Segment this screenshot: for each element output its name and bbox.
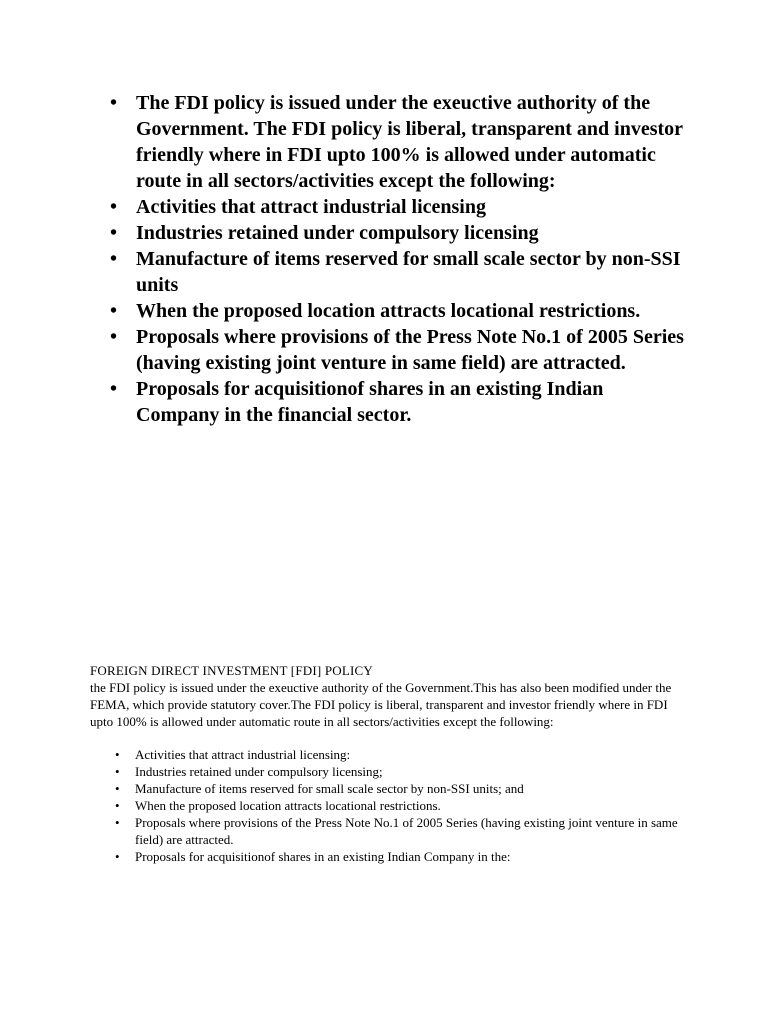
section-heading: FOREIGN DIRECT INVESTMENT [FDI] POLICY bbox=[90, 663, 374, 678]
main-bullet-text: Industries retained under compulsory licensing bbox=[136, 222, 539, 244]
bullet-glyph: • bbox=[115, 764, 120, 779]
section-bullet-item bbox=[90, 797, 690, 814]
bullet-glyph: • bbox=[110, 196, 118, 218]
main-bullet-item bbox=[110, 298, 690, 324]
bullet-glyph: • bbox=[110, 378, 118, 400]
bullet-glyph: • bbox=[115, 815, 120, 830]
main-bullet-text: Proposals for acquisitionof shares in an existing Indian Company in the financial sector. bbox=[136, 378, 604, 426]
main-bullet-text: When the proposed location attracts locational restrictions. bbox=[136, 300, 641, 322]
section-bullet-text: Proposals for acquisitionof shares in an existing Indian Company in the: bbox=[135, 849, 511, 864]
main-bullet-item bbox=[110, 220, 690, 246]
section-bullet-item bbox=[90, 746, 690, 763]
section-bullet-item bbox=[90, 763, 690, 780]
section-paragraph: the FDI policy is issued under the exeuctive authority of the Government.This has also been modified under the FEMA, which provide statutory cover.The FDI policy is liberal, transparent and investor friendly where in FDI upto 100% is allowed under automatic route in all sectors/activities except the following: bbox=[90, 680, 672, 729]
section-bullet-item bbox=[90, 848, 690, 865]
main-bullet-item bbox=[110, 324, 690, 376]
bullet-glyph: • bbox=[110, 248, 118, 270]
main-bullet-list bbox=[110, 90, 690, 428]
section-bullet-text: Industries retained under compulsory licensing; bbox=[135, 764, 383, 779]
main-bullet-item bbox=[110, 246, 690, 298]
section-bullet-text: Proposals where provisions of the Press Note No.1 of 2005 Series (having existing joint venture in same field) are attracted. bbox=[135, 815, 678, 847]
section-bullet-list bbox=[90, 746, 690, 865]
bullet-glyph: • bbox=[115, 798, 120, 813]
section-bullet-text: Manufacture of items reserved for small scale sector by non-SSI units; and bbox=[135, 781, 524, 796]
section-bullet-text: When the proposed location attracts locational restrictions. bbox=[135, 798, 441, 813]
main-bullet-text: Manufacture of items reserved for small scale sector by non-SSI units bbox=[136, 248, 681, 296]
section-bullet-text: Activities that attract industrial licensing: bbox=[135, 747, 351, 762]
bullet-glyph: • bbox=[110, 326, 118, 348]
section-bullet-item bbox=[90, 814, 690, 848]
fdi-policy-section bbox=[90, 662, 690, 865]
section-bullet-item bbox=[90, 780, 690, 797]
bullet-glyph: • bbox=[115, 849, 120, 864]
main-bullet-item bbox=[110, 90, 690, 194]
bullet-glyph: • bbox=[115, 781, 120, 796]
main-bullet-text: Proposals where provisions of the Press Note No.1 of 2005 Series (having existing joint venture in same field) are attracted. bbox=[136, 326, 684, 374]
main-bullet-text: Activities that attract industrial licensing bbox=[136, 196, 486, 218]
bullet-glyph: • bbox=[110, 222, 118, 244]
main-bullet-item bbox=[110, 376, 690, 428]
bullet-glyph: • bbox=[110, 300, 118, 322]
bullet-glyph: • bbox=[115, 747, 120, 762]
main-bullet-text: The FDI policy is issued under the exeuctive authority of the Government. The FDI policy is liberal, transparent and investor friendly where in FDI upto 100% is allowed under automatic route in all sectors/activities except the following: bbox=[136, 92, 683, 192]
main-bullet-item bbox=[110, 194, 690, 220]
bullet-glyph: • bbox=[110, 92, 118, 114]
